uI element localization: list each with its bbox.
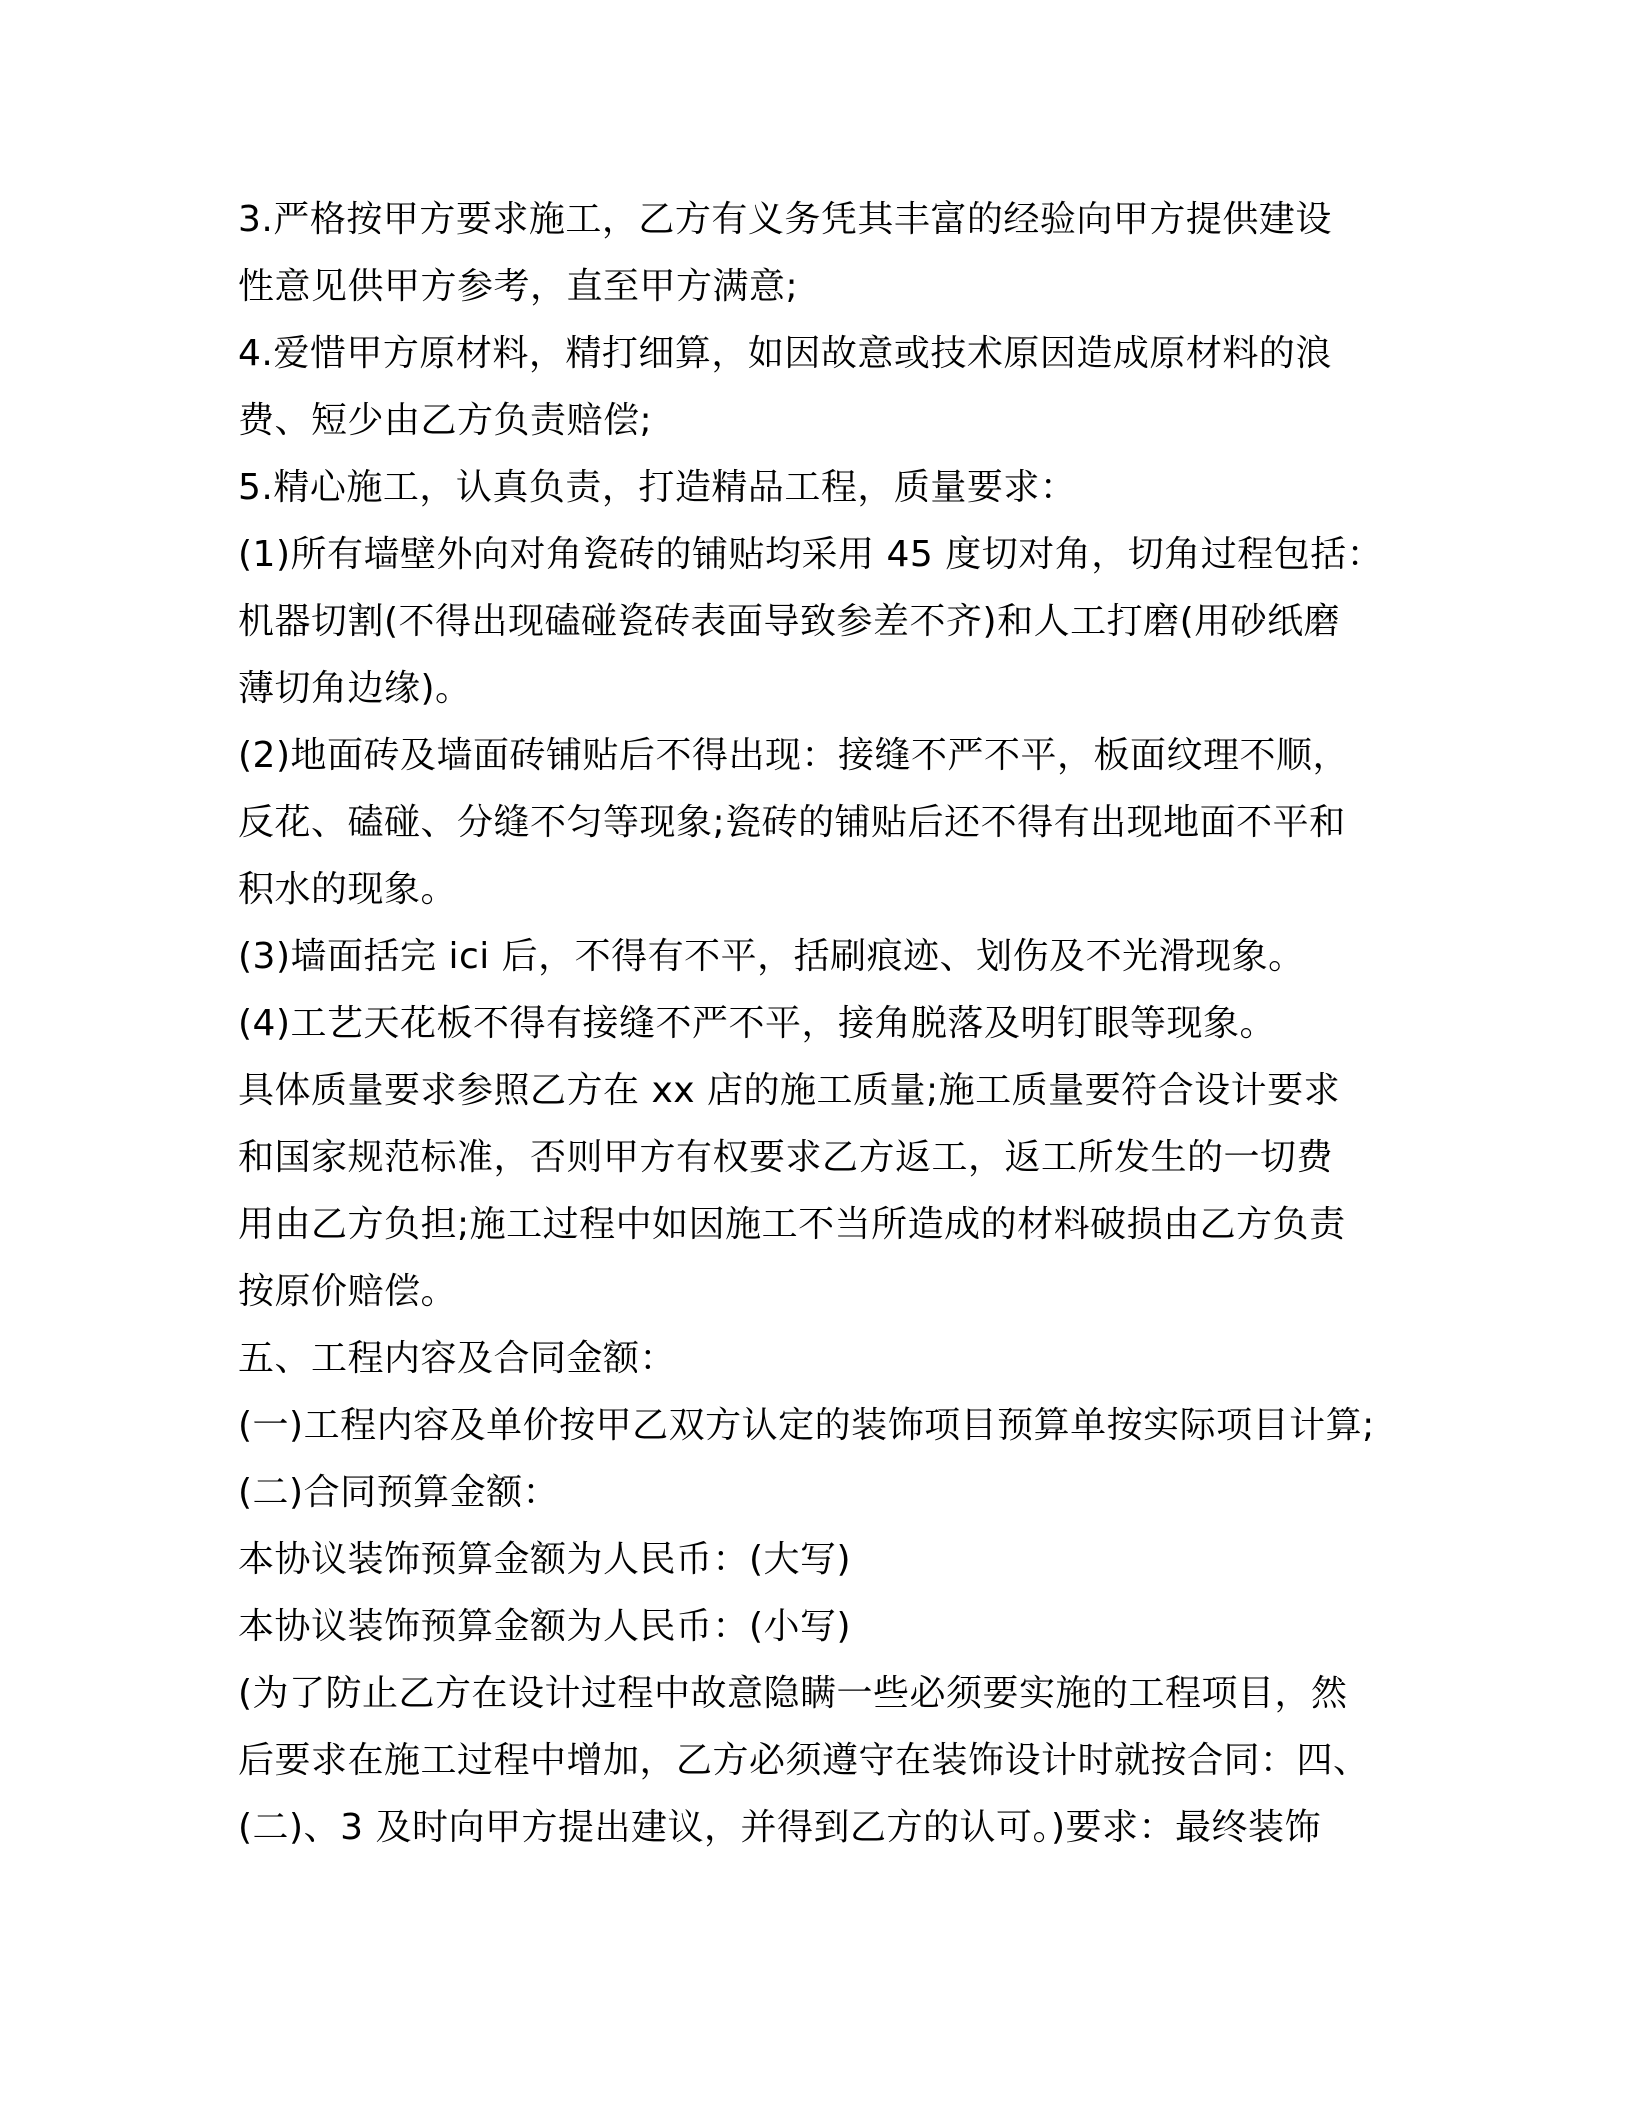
item-2-line-1: (2)地面砖及墙面砖铺贴后不得出现：接缝不严不平，板面纹理不顺， bbox=[238, 735, 1349, 776]
section-5-heading: 五、工程内容及合同金额： bbox=[238, 1338, 677, 1379]
item-3-line: (3)墙面括完 ici 后，不得有不平，括刷痕迹、划伤及不光滑现象。 bbox=[238, 936, 1305, 977]
quality-paragraph-line-4: 按原价赔偿。 bbox=[238, 1271, 458, 1312]
clause-3-line-1: 3.严格按甲方要求施工，乙方有义务凭其丰富的经验向甲方提供建设 bbox=[238, 199, 1332, 240]
item-2-line-2: 反花、磕碰、分缝不匀等现象;瓷砖的铺贴后还不得有出现地面不平和 bbox=[238, 802, 1346, 843]
quality-paragraph-line-2: 和国家规范标准，否则甲方有权要求乙方返工，返工所发生的一切费 bbox=[238, 1137, 1334, 1178]
quality-paragraph-line-3: 用由乙方负担;施工过程中如因施工不当所造成的材料破损由乙方负责 bbox=[238, 1204, 1346, 1245]
document-body bbox=[238, 186, 1418, 1861]
item-2-line-3: 积水的现象。 bbox=[238, 869, 458, 910]
clause-4-line-2: 费、短少由乙方负责赔偿; bbox=[238, 400, 653, 441]
clause-5-heading: 5.精心施工，认真负责，打造精品工程，质量要求： bbox=[238, 467, 1077, 508]
item-1-line-2: 机器切割(不得出现磕碰瓷砖表面导致参差不齐)和人工打磨(用砂纸磨 bbox=[238, 601, 1341, 642]
quality-paragraph-line-1: 具体质量要求参照乙方在 xx 店的施工质量;施工质量要符合设计要求 bbox=[238, 1070, 1341, 1111]
item-4-line: (4)工艺天花板不得有接缝不严不平，接角脱落及明钉眼等现象。 bbox=[238, 1003, 1276, 1044]
clause-4-line-1: 4.爱惜甲方原材料，精打细算，如因故意或技术原因造成原材料的浪 bbox=[238, 333, 1332, 374]
clause-3-line-2: 性意见供甲方参考，直至甲方满意; bbox=[238, 266, 799, 307]
subsection-1-line: (一)工程内容及单价按甲乙双方认定的装饰项目预算单按实际项目计算; bbox=[238, 1405, 1375, 1446]
note-paragraph-line-3: (二)、3 及时向甲方提出建议，并得到乙方的认可。)要求：最终装饰 bbox=[238, 1807, 1321, 1848]
item-1-line-3: 薄切角边缘)。 bbox=[238, 668, 472, 709]
item-1-line-1: (1)所有墙壁外向对角瓷砖的铺贴均采用 45 度切对角，切角过程包括： bbox=[238, 534, 1384, 575]
amount-lowercase-line: 本协议装饰预算金额为人民币：(小写) bbox=[238, 1606, 852, 1647]
amount-uppercase-line: 本协议装饰预算金额为人民币：(大写) bbox=[238, 1539, 852, 1580]
subsection-2-heading: (二)合同预算金额： bbox=[238, 1472, 560, 1513]
note-paragraph-line-1: (为了防止乙方在设计过程中故意隐瞒一些必须要实施的工程项目，然 bbox=[238, 1673, 1348, 1714]
note-paragraph-line-2: 后要求在施工过程中增加，乙方必须遵守在装饰设计时就按合同：四、 bbox=[238, 1740, 1370, 1781]
